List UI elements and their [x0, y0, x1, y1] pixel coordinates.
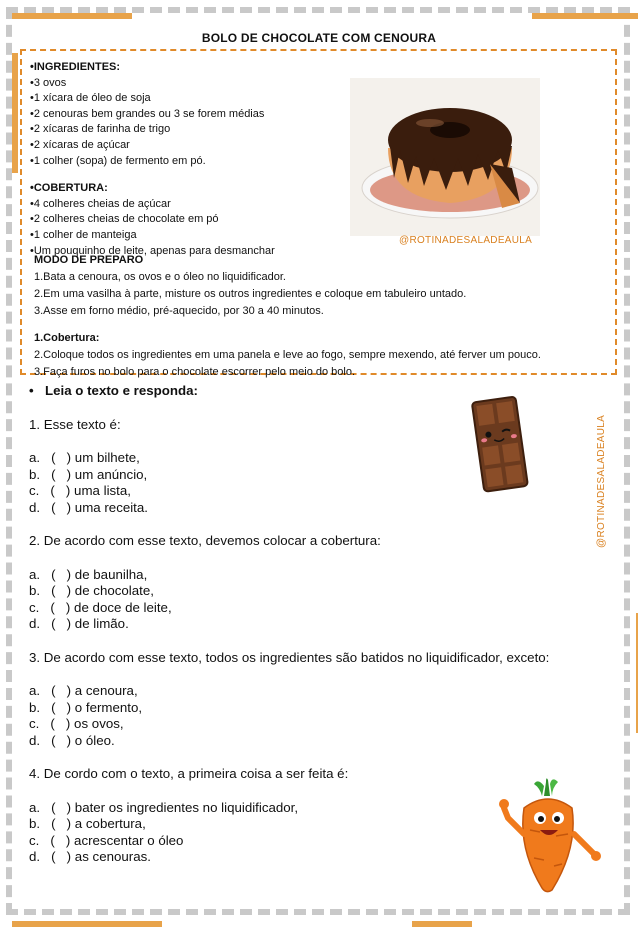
answer-option[interactable]: a. ( ) um bilhete,: [29, 450, 140, 465]
topping-step: 2.Coloque todos os ingredientes em uma panela e leve ao fogo, sempre mexendo, até ferver um pouco.: [34, 349, 541, 361]
ingredient-item: •2 xícaras de farinha de trigo: [30, 123, 171, 136]
answer-option[interactable]: b. ( ) a cobertura,: [29, 816, 146, 831]
ingredient-item: •1 xícara de óleo de soja: [30, 92, 151, 105]
ingredient-item: •2 xícaras de açúcar: [30, 138, 130, 151]
ingredients-section: [30, 60, 275, 259]
answer-option[interactable]: a. ( ) a cenoura,: [29, 683, 138, 698]
topping-heading: •COBERTURA:: [30, 182, 108, 195]
carrot-mascot-icon: [494, 778, 604, 896]
method-step: 1.Bata a cenoura, os ovos e o óleo no liquidificador.: [34, 271, 286, 283]
answer-option[interactable]: c. ( ) acrescentar o óleo: [29, 832, 184, 848]
cake-illustration: [350, 68, 540, 236]
method-step: 3.Asse em forno médio, pré-aquecido, por 30 a 40 minutos.: [34, 305, 324, 317]
answer-option[interactable]: d. ( ) as cenouras.: [29, 849, 151, 864]
answer-option[interactable]: c. ( ) os ovos,: [29, 716, 124, 731]
ingredient-item: •3 ovos: [30, 76, 67, 89]
answer-option[interactable]: a. ( ) de baunilha,: [29, 566, 148, 582]
topping-step-heading: 1.Cobertura:: [34, 332, 100, 344]
method-step: 2.Em uma vasilha à parte, misture os outros ingredientes e coloque em tabuleiro untado.: [34, 288, 467, 300]
answer-option[interactable]: b. ( ) um anúncio,: [29, 466, 148, 482]
answer-option[interactable]: d. ( ) de limão.: [29, 616, 129, 631]
answer-option[interactable]: d. ( ) o óleo.: [29, 732, 115, 748]
vertical-author-handle: @ROTINADESALADEAULA: [596, 414, 607, 548]
question-text: 1. Esse texto é:: [29, 416, 121, 432]
page-title: BOLO DE CHOCOLATE COM CENOURA: [201, 31, 437, 45]
ingredients-heading: •INGREDIENTES:: [30, 61, 121, 73]
answer-option[interactable]: c. ( ) uma lista,: [29, 483, 131, 498]
author-handle: @ROTINADESALADEAULA: [399, 235, 533, 246]
topping-item: •4 colheres cheias de açúcar: [30, 197, 171, 210]
ingredient-item: •1 colher (sopa) de fermento em pó.: [30, 154, 206, 167]
method-heading: MODO DE PREPARO: [34, 254, 144, 266]
topping-item: •2 colheres cheias de chocolate em pó: [30, 213, 219, 226]
ingredient-item: •2 cenouras bem grandes ou 3 se forem médias: [30, 107, 265, 120]
answer-option[interactable]: d. ( ) uma receita.: [29, 499, 148, 515]
answer-option[interactable]: b. ( ) o fermento,: [29, 699, 143, 715]
topping-item: •Um pouquinho de leite, apenas para desmanchar: [30, 244, 275, 257]
question-text: 2. De acordo com esse texto, devemos colocar a cobertura:: [29, 533, 381, 548]
topping-step: 3.Faça furos no bolo para o chocolate escorrer pelo meio do bolo.: [34, 366, 356, 378]
chocolate-bar-icon: [470, 395, 532, 495]
answer-option[interactable]: b. ( ) de chocolate,: [29, 583, 154, 598]
bullet: •: [29, 383, 34, 398]
topping-item: •1 colher de manteiga: [30, 228, 137, 241]
answer-option[interactable]: a. ( ) bater os ingredientes no liquidificador,: [29, 799, 299, 815]
frame-accent: [12, 13, 132, 19]
frame-accent: [532, 13, 638, 19]
frame-accent: [12, 53, 18, 173]
exercise-lead-text: Leia o texto e responda:: [45, 383, 198, 398]
question-text: 3. De acordo com esse texto, todos os ingredientes são batidos no liquidificador, exceto:: [29, 649, 550, 665]
answer-option[interactable]: c. ( ) de doce de leite,: [29, 599, 172, 615]
question-text: 4. De cordo com o texto, a primeira coisa a ser feita é:: [29, 766, 349, 781]
method-section: [34, 252, 541, 381]
